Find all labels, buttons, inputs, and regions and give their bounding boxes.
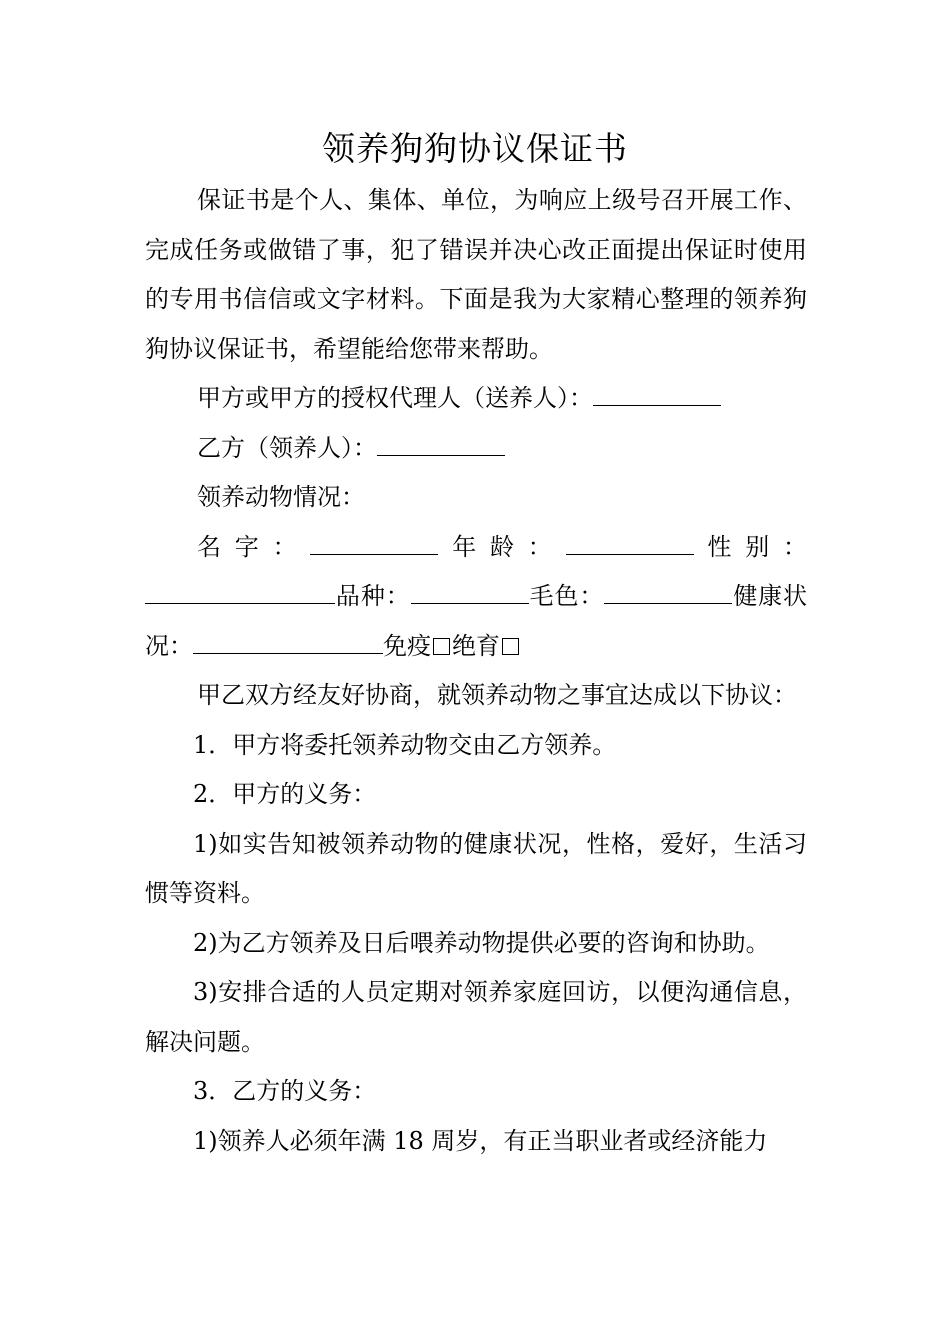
clause-2-3: 3)安排合适的人员定期对领养家庭回访，以便沟通信息，解决问题。 [145,978,807,1056]
party-b-label: 乙方（领养人）： [197,433,377,462]
clause-1: 1．甲方将委托领养动物交由乙方领养。 [193,730,617,759]
field-breed-blank [411,581,529,604]
party-a-line [145,374,807,424]
intro-paragraph: 保证书是个人、集体、单位，为响应上级号召开展工作、完成任务或做错了事，犯了错误并决心改正面提出保证时使用的专用书信信或文字材料。下面是我为大家精心整理的领养狗狗协议保证书，希望能给您带来帮助。 [145,186,807,363]
field-age-blank [566,532,694,555]
agreement-intro: 甲乙双方经友好协商，就领养动物之事宜达成以下协议： [197,681,797,709]
party-a-label: 甲方或甲方的授权代理人（送养人）： [197,384,593,412]
animal-info-label: 领养动物情况： [197,483,365,511]
field-name-label: 名字： [197,532,311,561]
field-name-blank [310,532,438,555]
party-a-blank [593,383,721,406]
sterilized-checkbox[interactable] [502,638,519,655]
clause-2-1: 1)如实告知被领养动物的健康状况，性格，爱好，生活习惯等资料。 [145,829,807,907]
field-age-label: 年龄： [438,532,566,561]
clause-3: 3．乙方的义务： [193,1077,377,1105]
document-body [145,176,807,1166]
field-health-label: 健康状况： [145,582,808,660]
field-health-blank [193,631,383,654]
field-sterilized-label: 绝育 [452,631,500,660]
party-b-blank [377,433,505,456]
clause-2-2: 2)为乙方领养及日后喂养动物提供必要的咨询和协助。 [193,928,770,957]
clause-3-1: 1)领养人必须年满 18 周岁，有正当职业者或经济能力 [193,1126,768,1155]
field-gender-blank [145,581,335,604]
field-color-blank [604,581,732,604]
animal-fields [145,523,807,672]
document-title: 领养狗狗协议保证书 [322,129,628,168]
clause-2: 2．甲方的义务： [193,780,377,808]
field-gender-label: 性别： [693,532,808,561]
field-color-label: 毛色： [528,582,605,610]
vaccinated-checkbox[interactable] [433,638,450,655]
field-breed-label: 品种： [335,582,411,610]
field-vaccinated-label: 免疫 [383,631,431,660]
party-b-line [145,424,807,474]
